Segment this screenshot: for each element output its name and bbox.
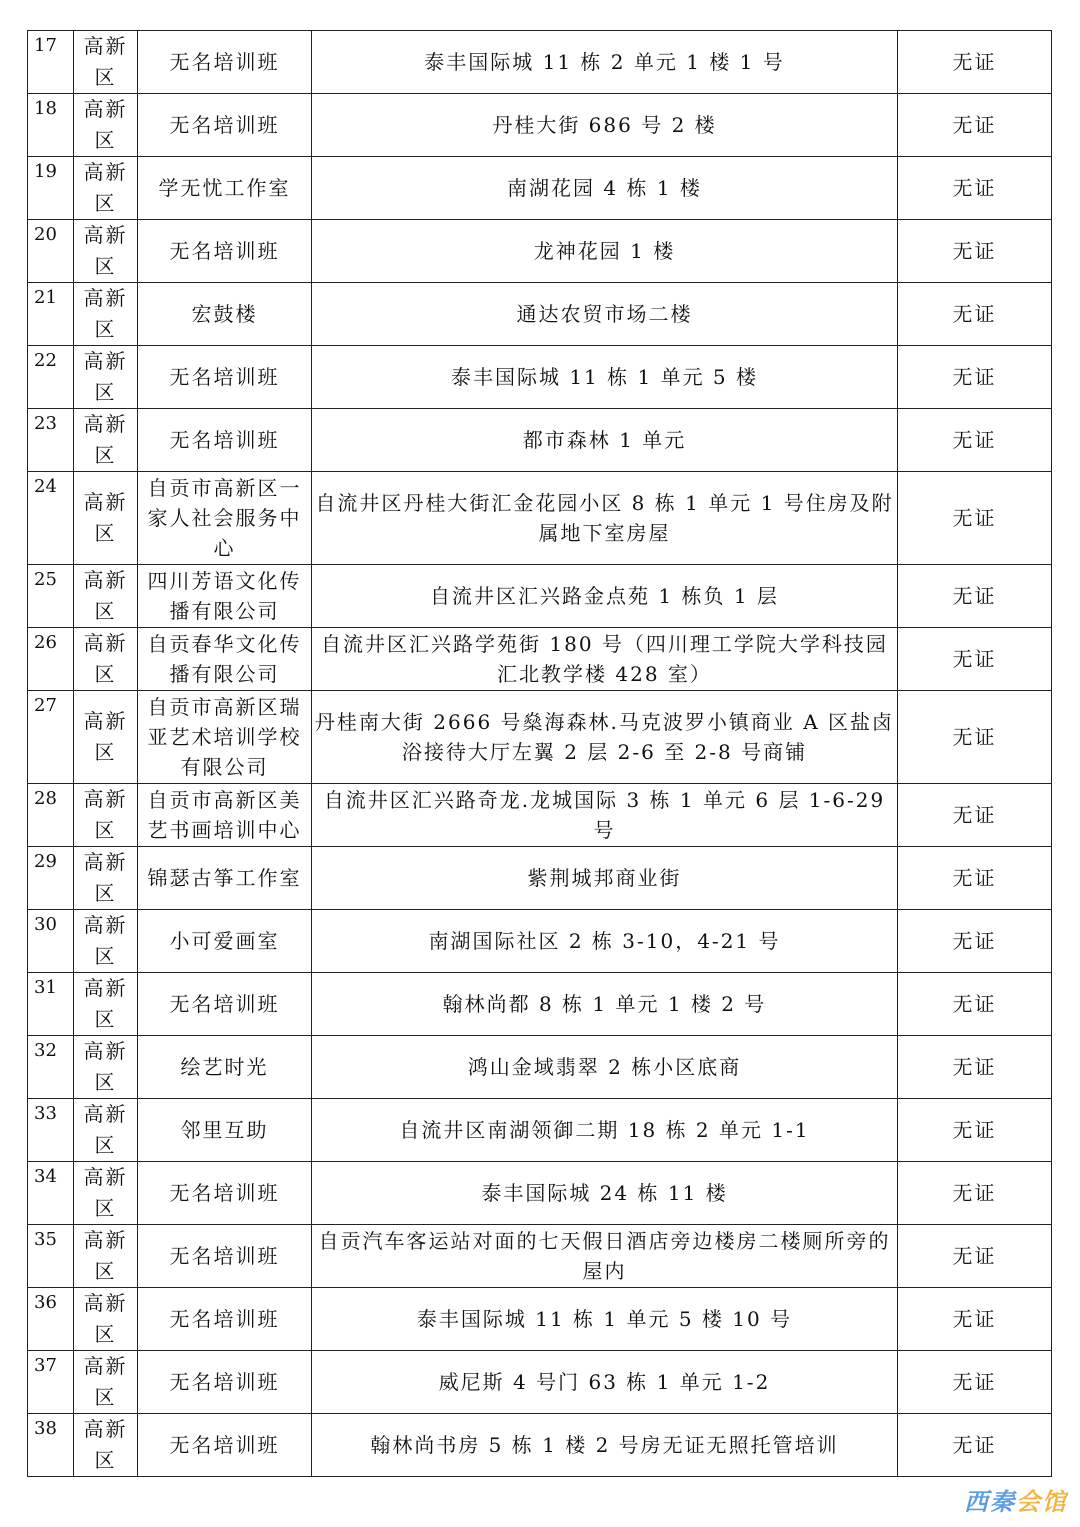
license-status-cell: 无证 [898, 1099, 1052, 1162]
table-row [28, 409, 1052, 472]
license-status-cell: 无证 [898, 565, 1052, 628]
address-cell: 翰林尚书房 5 栋 1 楼 2 号房无证无照托管培训 [312, 1414, 898, 1477]
row-number: 27 [28, 691, 74, 784]
row-number: 21 [28, 283, 74, 346]
license-status-cell: 无证 [898, 1036, 1052, 1099]
row-number: 22 [28, 346, 74, 409]
license-status-cell: 无证 [898, 31, 1052, 94]
table-row [28, 220, 1052, 283]
address-cell: 泰丰国际城 11 栋 2 单元 1 楼 1 号 [312, 31, 898, 94]
organization-name-cell: 邻里互助 [138, 1099, 312, 1162]
district-cell: 高新区 [74, 691, 138, 784]
watermark-text-part1: 西秦 [964, 1488, 1016, 1516]
address-cell: 都市森林 1 单元 [312, 409, 898, 472]
organization-name-cell: 无名培训班 [138, 973, 312, 1036]
address-cell: 自流井区汇兴路学苑街 180 号（四川理工学院大学科技园汇北教学楼 428 室） [312, 628, 898, 691]
roster-table-body [28, 31, 1052, 1477]
license-status-cell: 无证 [898, 1351, 1052, 1414]
district-cell: 高新区 [74, 1099, 138, 1162]
district-cell: 高新区 [74, 1162, 138, 1225]
address-cell: 自流井区汇兴路奇龙.龙城国际 3 栋 1 单元 6 层 1-6-29 号 [312, 784, 898, 847]
watermark-text-part2: 会馆 [1016, 1488, 1068, 1516]
row-number: 19 [28, 157, 74, 220]
row-number: 28 [28, 784, 74, 847]
organization-name-cell: 无名培训班 [138, 1162, 312, 1225]
row-number: 18 [28, 94, 74, 157]
row-number: 38 [28, 1414, 74, 1477]
organization-name-cell: 无名培训班 [138, 1351, 312, 1414]
address-cell: 自流井区丹桂大街汇金花园小区 8 栋 1 单元 1 号住房及附属地下室房屋 [312, 472, 898, 565]
table-row [28, 472, 1052, 565]
row-number: 20 [28, 220, 74, 283]
license-status-cell: 无证 [898, 1288, 1052, 1351]
organization-name-cell: 自贡春华文化传播有限公司 [138, 628, 312, 691]
organization-name-cell: 小可爱画室 [138, 910, 312, 973]
license-status-cell: 无证 [898, 1162, 1052, 1225]
district-cell: 高新区 [74, 283, 138, 346]
license-status-cell: 无证 [898, 847, 1052, 910]
table-row [28, 628, 1052, 691]
organization-name-cell: 四川芳语文化传播有限公司 [138, 565, 312, 628]
organization-name-cell: 无名培训班 [138, 1225, 312, 1288]
organization-name-cell: 无名培训班 [138, 31, 312, 94]
table-row [28, 346, 1052, 409]
address-cell: 通达农贸市场二楼 [312, 283, 898, 346]
table-row [28, 565, 1052, 628]
address-cell: 紫荆城邦商业街 [312, 847, 898, 910]
table-row [28, 973, 1052, 1036]
table-row [28, 1288, 1052, 1351]
district-cell: 高新区 [74, 1351, 138, 1414]
watermark-logo [928, 1487, 1068, 1517]
address-cell: 自流井区南湖领御二期 18 栋 2 单元 1-1 [312, 1099, 898, 1162]
license-status-cell: 无证 [898, 157, 1052, 220]
row-number: 30 [28, 910, 74, 973]
organization-name-cell: 自贡市高新区一家人社会服务中心 [138, 472, 312, 565]
organization-name-cell: 无名培训班 [138, 409, 312, 472]
district-cell: 高新区 [74, 157, 138, 220]
organization-name-cell: 锦瑟古筝工作室 [138, 847, 312, 910]
address-cell: 泰丰国际城 24 栋 11 楼 [312, 1162, 898, 1225]
row-number: 33 [28, 1099, 74, 1162]
table-row [28, 1099, 1052, 1162]
district-cell: 高新区 [74, 565, 138, 628]
address-cell: 南湖国际社区 2 栋 3-10，4-21 号 [312, 910, 898, 973]
license-status-cell: 无证 [898, 472, 1052, 565]
district-cell: 高新区 [74, 409, 138, 472]
address-cell: 翰林尚都 8 栋 1 单元 1 楼 2 号 [312, 973, 898, 1036]
table-row [28, 283, 1052, 346]
license-status-cell: 无证 [898, 628, 1052, 691]
license-status-cell: 无证 [898, 973, 1052, 1036]
license-status-cell: 无证 [898, 910, 1052, 973]
row-number: 37 [28, 1351, 74, 1414]
address-cell: 自贡汽车客运站对面的七天假日酒店旁边楼房二楼厕所旁的屋内 [312, 1225, 898, 1288]
table-row [28, 31, 1052, 94]
license-status-cell: 无证 [898, 346, 1052, 409]
row-number: 32 [28, 1036, 74, 1099]
table-row [28, 1351, 1052, 1414]
roster-table [27, 30, 1052, 1477]
roster-table-container [27, 30, 1051, 1477]
district-cell: 高新区 [74, 973, 138, 1036]
license-status-cell: 无证 [898, 94, 1052, 157]
address-cell: 龙神花园 1 楼 [312, 220, 898, 283]
license-status-cell: 无证 [898, 409, 1052, 472]
row-number: 17 [28, 31, 74, 94]
district-cell: 高新区 [74, 847, 138, 910]
table-row [28, 847, 1052, 910]
address-cell: 丹桂南大街 2666 号燊海森林.马克波罗小镇商业 A 区盐卤浴接待大厅左翼 2 层 2-6 至 2-8 号商铺 [312, 691, 898, 784]
organization-name-cell: 无名培训班 [138, 94, 312, 157]
table-row [28, 1225, 1052, 1288]
organization-name-cell: 自贡市高新区瑞亚艺术培训学校有限公司 [138, 691, 312, 784]
address-cell: 鸿山金域翡翠 2 栋小区底商 [312, 1036, 898, 1099]
district-cell: 高新区 [74, 94, 138, 157]
row-number: 25 [28, 565, 74, 628]
district-cell: 高新区 [74, 220, 138, 283]
organization-name-cell: 宏鼓楼 [138, 283, 312, 346]
table-row [28, 910, 1052, 973]
address-cell: 南湖花园 4 栋 1 楼 [312, 157, 898, 220]
license-status-cell: 无证 [898, 220, 1052, 283]
organization-name-cell: 自贡市高新区美艺书画培训中心 [138, 784, 312, 847]
organization-name-cell: 无名培训班 [138, 346, 312, 409]
address-cell: 泰丰国际城 11 栋 1 单元 5 楼 [312, 346, 898, 409]
row-number: 24 [28, 472, 74, 565]
table-row [28, 1162, 1052, 1225]
row-number: 29 [28, 847, 74, 910]
row-number: 35 [28, 1225, 74, 1288]
district-cell: 高新区 [74, 1225, 138, 1288]
table-row [28, 1036, 1052, 1099]
table-row [28, 1414, 1052, 1477]
district-cell: 高新区 [74, 628, 138, 691]
row-number: 34 [28, 1162, 74, 1225]
table-row [28, 94, 1052, 157]
address-cell: 丹桂大街 686 号 2 楼 [312, 94, 898, 157]
row-number: 31 [28, 973, 74, 1036]
district-cell: 高新区 [74, 910, 138, 973]
address-cell: 威尼斯 4 号门 63 栋 1 单元 1-2 [312, 1351, 898, 1414]
license-status-cell: 无证 [898, 691, 1052, 784]
organization-name-cell: 无名培训班 [138, 220, 312, 283]
district-cell: 高新区 [74, 31, 138, 94]
organization-name-cell: 学无忧工作室 [138, 157, 312, 220]
organization-name-cell: 无名培训班 [138, 1288, 312, 1351]
district-cell: 高新区 [74, 346, 138, 409]
row-number: 23 [28, 409, 74, 472]
table-row [28, 157, 1052, 220]
license-status-cell: 无证 [898, 1225, 1052, 1288]
organization-name-cell: 无名培训班 [138, 1414, 312, 1477]
address-cell: 自流井区汇兴路金点苑 1 栋负 1 层 [312, 565, 898, 628]
table-row [28, 691, 1052, 784]
district-cell: 高新区 [74, 784, 138, 847]
row-number: 36 [28, 1288, 74, 1351]
district-cell: 高新区 [74, 1414, 138, 1477]
address-cell: 泰丰国际城 11 栋 1 单元 5 楼 10 号 [312, 1288, 898, 1351]
district-cell: 高新区 [74, 472, 138, 565]
table-row [28, 784, 1052, 847]
license-status-cell: 无证 [898, 283, 1052, 346]
organization-name-cell: 绘艺时光 [138, 1036, 312, 1099]
row-number: 26 [28, 628, 74, 691]
license-status-cell: 无证 [898, 1414, 1052, 1477]
district-cell: 高新区 [74, 1036, 138, 1099]
license-status-cell: 无证 [898, 784, 1052, 847]
district-cell: 高新区 [74, 1288, 138, 1351]
